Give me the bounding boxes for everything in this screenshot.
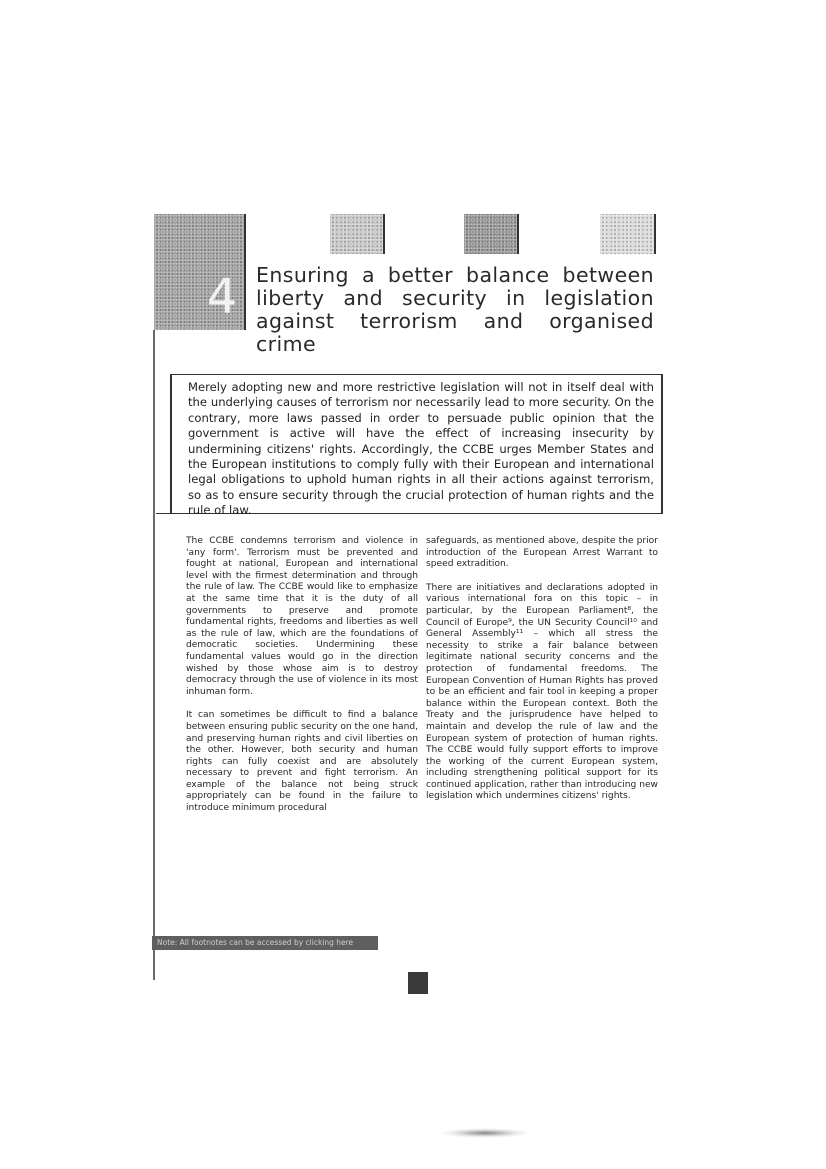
- body-paragraph: safeguards, as mentioned above, despite the prior introduction of the European Arrest Warrant to speed extradition.: [426, 536, 658, 570]
- page-marker: [408, 972, 428, 994]
- chapter-number: 4: [206, 269, 238, 325]
- chapter-title: Ensuring a better balance between liberty and security in legislation against terrorism and organised crime: [256, 263, 654, 356]
- summary-text: Merely adopting new and more restrictive legislation will not in itself deal with the underlying causes of terrorism nor necessarily lead to more security. On the contrary, more laws passed in order to persuade public opinion that the government is active will have the effect of increasing insecurity by undermining citizens' rights. Accordingly, the CCBE urges Member States and the European institutions to comply fully with their European and international legal obligations to uphold human rights in all their actions against terrorism, so as to ensure security through the crucial protection of human rights and the rule of law.: [188, 380, 654, 518]
- header-square-2-edge: [517, 214, 519, 254]
- header-square-1: [330, 214, 384, 254]
- footnotes-link[interactable]: Note: All footnotes can be accessed by clicking here: [152, 936, 378, 950]
- summary-top-rule: [170, 374, 662, 375]
- body-paragraph: It can sometimes be difficult to find a balance between ensuring public security on the one hand, and preserving human rights and civil liberties on the other. However, both security and human rights can fully coexist and are absolutely necessary to prevent and fight terrorism. An example of the balance not being struck appropriately can be found in the failure to introduce minimum procedural: [186, 710, 418, 814]
- header-square-3-edge: [654, 214, 656, 254]
- body-paragraph: The CCBE condemns terrorism and violence in 'any form'. Terrorism must be prevented and fought at national, European and international level with the firmest determination and through the rule of law. The CCBE would like to emphasize at the same time that it is the duty of all governments to preserve and promote fundamental rights, freedoms and liberties as well as the rule of law, which are the foundations of democratic societies. Undermining these fundamental values would go in the direction wished by those whose aim is to destroy democracy through the use of violence in its most inhuman form.: [186, 536, 418, 697]
- body-column-right: [426, 536, 658, 815]
- summary-right-rule: [661, 374, 663, 514]
- body-paragraph: There are initiatives and declarations adopted in various international fora on this topic – in particular, by the European Parliament⁸, the Council of Europe⁹, the UN Security Council¹⁰ and General Assembly¹¹ – which all stress the necessity to strike a fair balance between legitimate national security concerns and the protection of fundamental freedoms. The European Convention of Human Rights has proved to be an efficient and fair tool in keeping a proper balance within the European context. Both the Treaty and the jurisprudence have helped to maintain and develop the rule of law and the European system of protection of human rights. The CCBE would fully support efforts to improve the working of the current European system, including strengthening political support for its continued application, rather than introducing new legislation which undermines citizens' rights.: [426, 582, 658, 802]
- scan-smudge: [440, 1128, 530, 1138]
- header-square-2: [464, 214, 518, 254]
- header-square-3: [600, 214, 656, 254]
- left-margin-rule: [153, 330, 155, 980]
- header-square-1-edge: [383, 214, 385, 254]
- summary-left-rule: [170, 374, 172, 514]
- body-column-left: [186, 536, 418, 827]
